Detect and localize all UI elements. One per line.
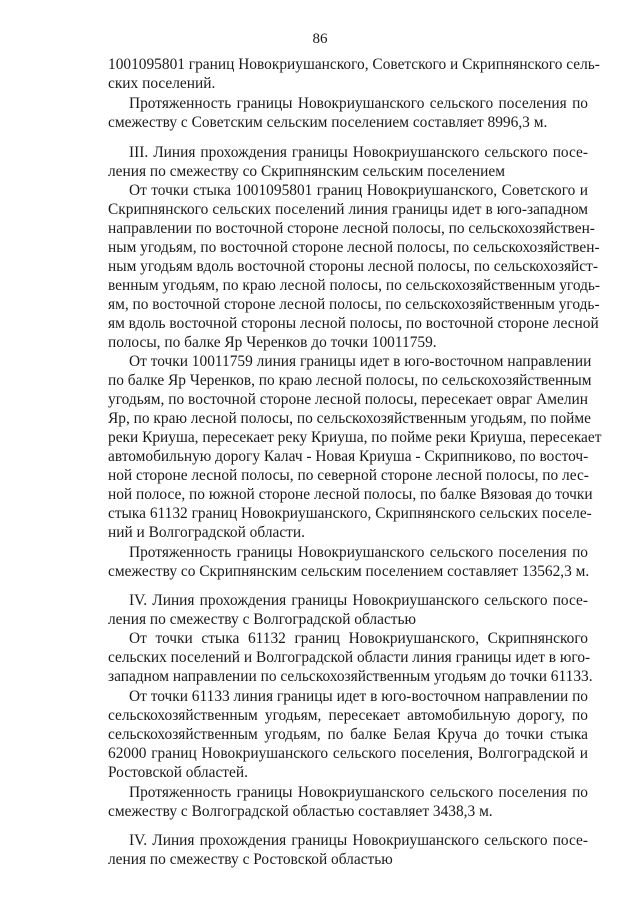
text-line: ления по смежеству с Волгоградской областью: [108, 611, 417, 628]
text-line: 62000 границ Новокриушанского сельского поселения, Волгоградской и: [108, 745, 588, 762]
text-line: полосы, по балке Яр Черенков до точки 10011759.: [108, 334, 437, 351]
text-line: Протяженность границы Новокриушанского сельского поселения по: [129, 544, 588, 561]
text-line: ления по смежеству с Ростовской областью: [108, 851, 393, 868]
text-line: направлении по восточной стороне лесной полосы, по сельскохозяйствен-: [108, 220, 595, 237]
text-line: реки Криуша, пересекает реку Криуша, по пойме реки Криуша, пересекает: [108, 429, 602, 446]
text-line: венным угодьям, по краю лесной полосы, по сельскохозяйственным угодь-: [108, 277, 601, 294]
text-line: ских поселений.: [108, 75, 216, 92]
text-line: угодьям, по восточной стороне лесной полосы, пересекает овраг Амелин: [108, 391, 588, 408]
text-line: ным угодьям вдоль восточной стороны лесной полосы, по сельскохозяйст-: [108, 258, 598, 275]
text-line: стыка 61132 границ Новокриушанского, Скрипнянского сельских поселе-: [108, 505, 592, 522]
text-line: ям вдоль восточной стороны лесной полосы, по восточной стороне лесной: [108, 315, 599, 332]
text-line: От точки 61133 линия границы идет в юго-восточном направлении по: [129, 688, 588, 705]
text-line: по балке Яр Черенков, по краю лесной полосы, по сельскохозяйственным: [108, 372, 592, 389]
text-line: ления по смежеству со Скрипнянским сельским поселением: [108, 163, 505, 180]
text-line: Протяженность границы Новокриушанского сельского поселения по: [129, 95, 588, 112]
page-number: 86: [312, 31, 328, 47]
text-line: смежеству со Скрипнянским сельским поселением составляет 13562,3 м.: [108, 563, 590, 580]
text-line: От точки стыка 1001095801 границ Новокриушанского, Советского и: [129, 182, 588, 199]
text-line: смежеству с Советским сельским поселением составляет 8996,3 м.: [108, 114, 548, 131]
text-line: сельскохозяйственным угодьям, пересекает автомобильную дорогу, по: [108, 707, 588, 724]
text-line: ний и Волгоградской области.: [108, 524, 305, 541]
text-line: сельскохозяйственным угодьям, по балке Белая Круча до точки стыка: [108, 726, 588, 743]
text-line: ной стороне лесной полосы, по северной стороне лесной полосы, по лес-: [108, 467, 589, 484]
text-line: III. Линия прохождения границы Новокриушанского сельского посе-: [129, 144, 588, 161]
text-line: сельских поселений и Волгоградской области линия границы идет в юго-: [108, 649, 591, 666]
text-line: ной полосе, по южной стороне лесной полосы, по балке Вязовая до точки: [108, 486, 593, 503]
text-line: Протяженность границы Новокриушанского сельского поселения по: [129, 784, 588, 801]
text-line: От точки 10011759 линия границы идет в юго-восточном направлении: [129, 353, 592, 370]
text-line: ям, по восточной стороне лесной полосы, по сельскохозяйственным угодь-: [108, 296, 600, 313]
text-line: смежеству с Волгоградской областью составляет 3438,3 м.: [108, 803, 493, 820]
text-line: автомобильную дорогу Калач - Новая Криуша - Скрипниково, по восточ-: [108, 448, 589, 465]
text-line: ным угодьям, по восточной стороне лесной полосы, по сельскохозяйствен-: [108, 239, 600, 256]
text-line: IV. Линия прохождения границы Новокриушанского сельского посе-: [129, 592, 588, 609]
text-line: 1001095801 границ Новокриушанского, Советского и Скрипнянского сель-: [108, 56, 600, 73]
text-line: западном направлении по сельскохозяйственным угодьям до точки 61133.: [108, 668, 593, 685]
text-line: Яр, по краю лесной полосы, по сельскохозяйственным угодьям, по пойме: [108, 410, 591, 427]
text-line: Ростовской областей.: [108, 764, 248, 781]
text-line: IV. Линия прохождения границы Новокриушанского сельского посе-: [129, 832, 588, 849]
text-line: От точки стыка 61132 границ Новокриушанского, Скрипнянского: [129, 630, 588, 647]
text-line: Скрипнянского сельских поселений линия границы идет в юго-западном: [108, 201, 588, 218]
